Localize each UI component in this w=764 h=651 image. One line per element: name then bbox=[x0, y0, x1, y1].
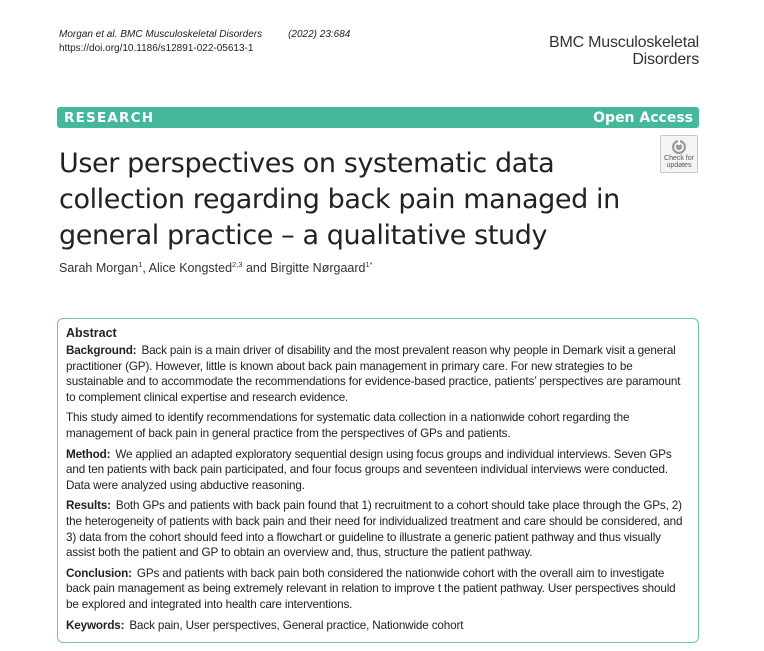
author-affiliation: 1 bbox=[138, 259, 143, 269]
doi-link[interactable]: https://doi.org/10.1186/s12891-022-05613-1 bbox=[59, 43, 254, 54]
abstract-results bbox=[66, 498, 689, 560]
author-separator: and bbox=[242, 261, 271, 275]
author-affiliation: 2,3 bbox=[232, 259, 243, 269]
abstract-aim bbox=[66, 410, 689, 441]
conclusion-text: GPs and patients with back pain both considered the nationwide cohort with the overall aim to investigate back pain management as being extremely relevant in relation to improve t the patient pathway. User perspectives should be explored and integrated into health care interventions. bbox=[66, 566, 676, 611]
citation-authors: Morgan et al. bbox=[59, 29, 118, 40]
author-affiliation: 1* bbox=[365, 259, 373, 269]
citation-journal: BMC Musculoskeletal Disorders bbox=[120, 29, 263, 40]
check-for-updates-icon bbox=[671, 139, 687, 155]
method-text: We applied an adapted exploratory sequential design using focus groups and individual interviews. Seven GPs and ten patients with back pain participated, and four focus groups and seventeen individual interviews were conducted. Data were analyzed using abductive reasoning. bbox=[66, 447, 672, 492]
journal-name-line1: BMC Musculoskeletal bbox=[548, 34, 699, 51]
citation-block bbox=[59, 28, 350, 56]
abstract-background bbox=[66, 343, 689, 405]
open-access-label: Open Access bbox=[593, 109, 693, 126]
results-label: Results: bbox=[66, 499, 111, 513]
abstract-keywords bbox=[66, 618, 689, 634]
author-list bbox=[59, 261, 373, 275]
check-for-updates-line1: Check for bbox=[664, 155, 694, 162]
author-name[interactable]: Birgitte Nørgaard bbox=[270, 261, 366, 275]
author-name[interactable]: Alice Kongsted bbox=[148, 261, 233, 275]
check-for-updates-button[interactable] bbox=[660, 135, 698, 173]
author-separator: , bbox=[142, 261, 149, 275]
results-text: Both GPs and patients with back pain found that 1) recruitment to a cohort should take place through the GPs, 2) the heterogeneity of patients with back pain and their need for individualized treatment and care should be considered, and 3) data from the cohort should feed into a flowchart or guideline to illustrate a generic patient pathway and thus visually assist both the patient and GP to obtain an overview and, thus, structure the patient pathway. bbox=[66, 499, 683, 560]
background-text: Back pain is a main driver of disability and the most prevalent reason why people in Demark visit a general practitioner (GP). However, little is known about back pain management in primary care. For new strategies to be sustainable and to accommodate the recommendations for evidence-based practice, patients’ perspectives are paramount to complement clinical expertise and research evidence. bbox=[66, 344, 681, 404]
citation-year: (2022) 23:684 bbox=[288, 29, 351, 40]
abstract-conclusion bbox=[66, 566, 689, 613]
method-label: Method: bbox=[66, 447, 111, 461]
section-label: RESEARCH bbox=[64, 109, 155, 126]
article-title: User perspectives on systematic data collection regarding back pain managed in general practice – a qualitative study bbox=[59, 148, 620, 251]
abstract-heading: Abstract bbox=[66, 326, 117, 340]
check-for-updates-line2: updates bbox=[666, 162, 692, 169]
author-name[interactable]: Sarah Morgan bbox=[59, 261, 139, 275]
keywords-label: Keywords: bbox=[66, 618, 125, 632]
aim-text: This study aimed to identify recommendations for systematic data collection in a nationwide cohort regarding the management of back pain in general practice from the perspectives of GPs and patients. bbox=[66, 411, 630, 440]
abstract-method bbox=[66, 447, 689, 494]
journal-logo bbox=[549, 34, 699, 68]
background-label: Background: bbox=[66, 344, 137, 357]
abstract-box bbox=[57, 318, 699, 643]
keywords-text: Back pain, User perspectives, General practice, Nationwide cohort bbox=[129, 618, 464, 632]
article-type-banner bbox=[57, 107, 699, 128]
conclusion-label: Conclusion: bbox=[66, 566, 132, 580]
journal-name-line2: Disorders bbox=[632, 51, 699, 68]
